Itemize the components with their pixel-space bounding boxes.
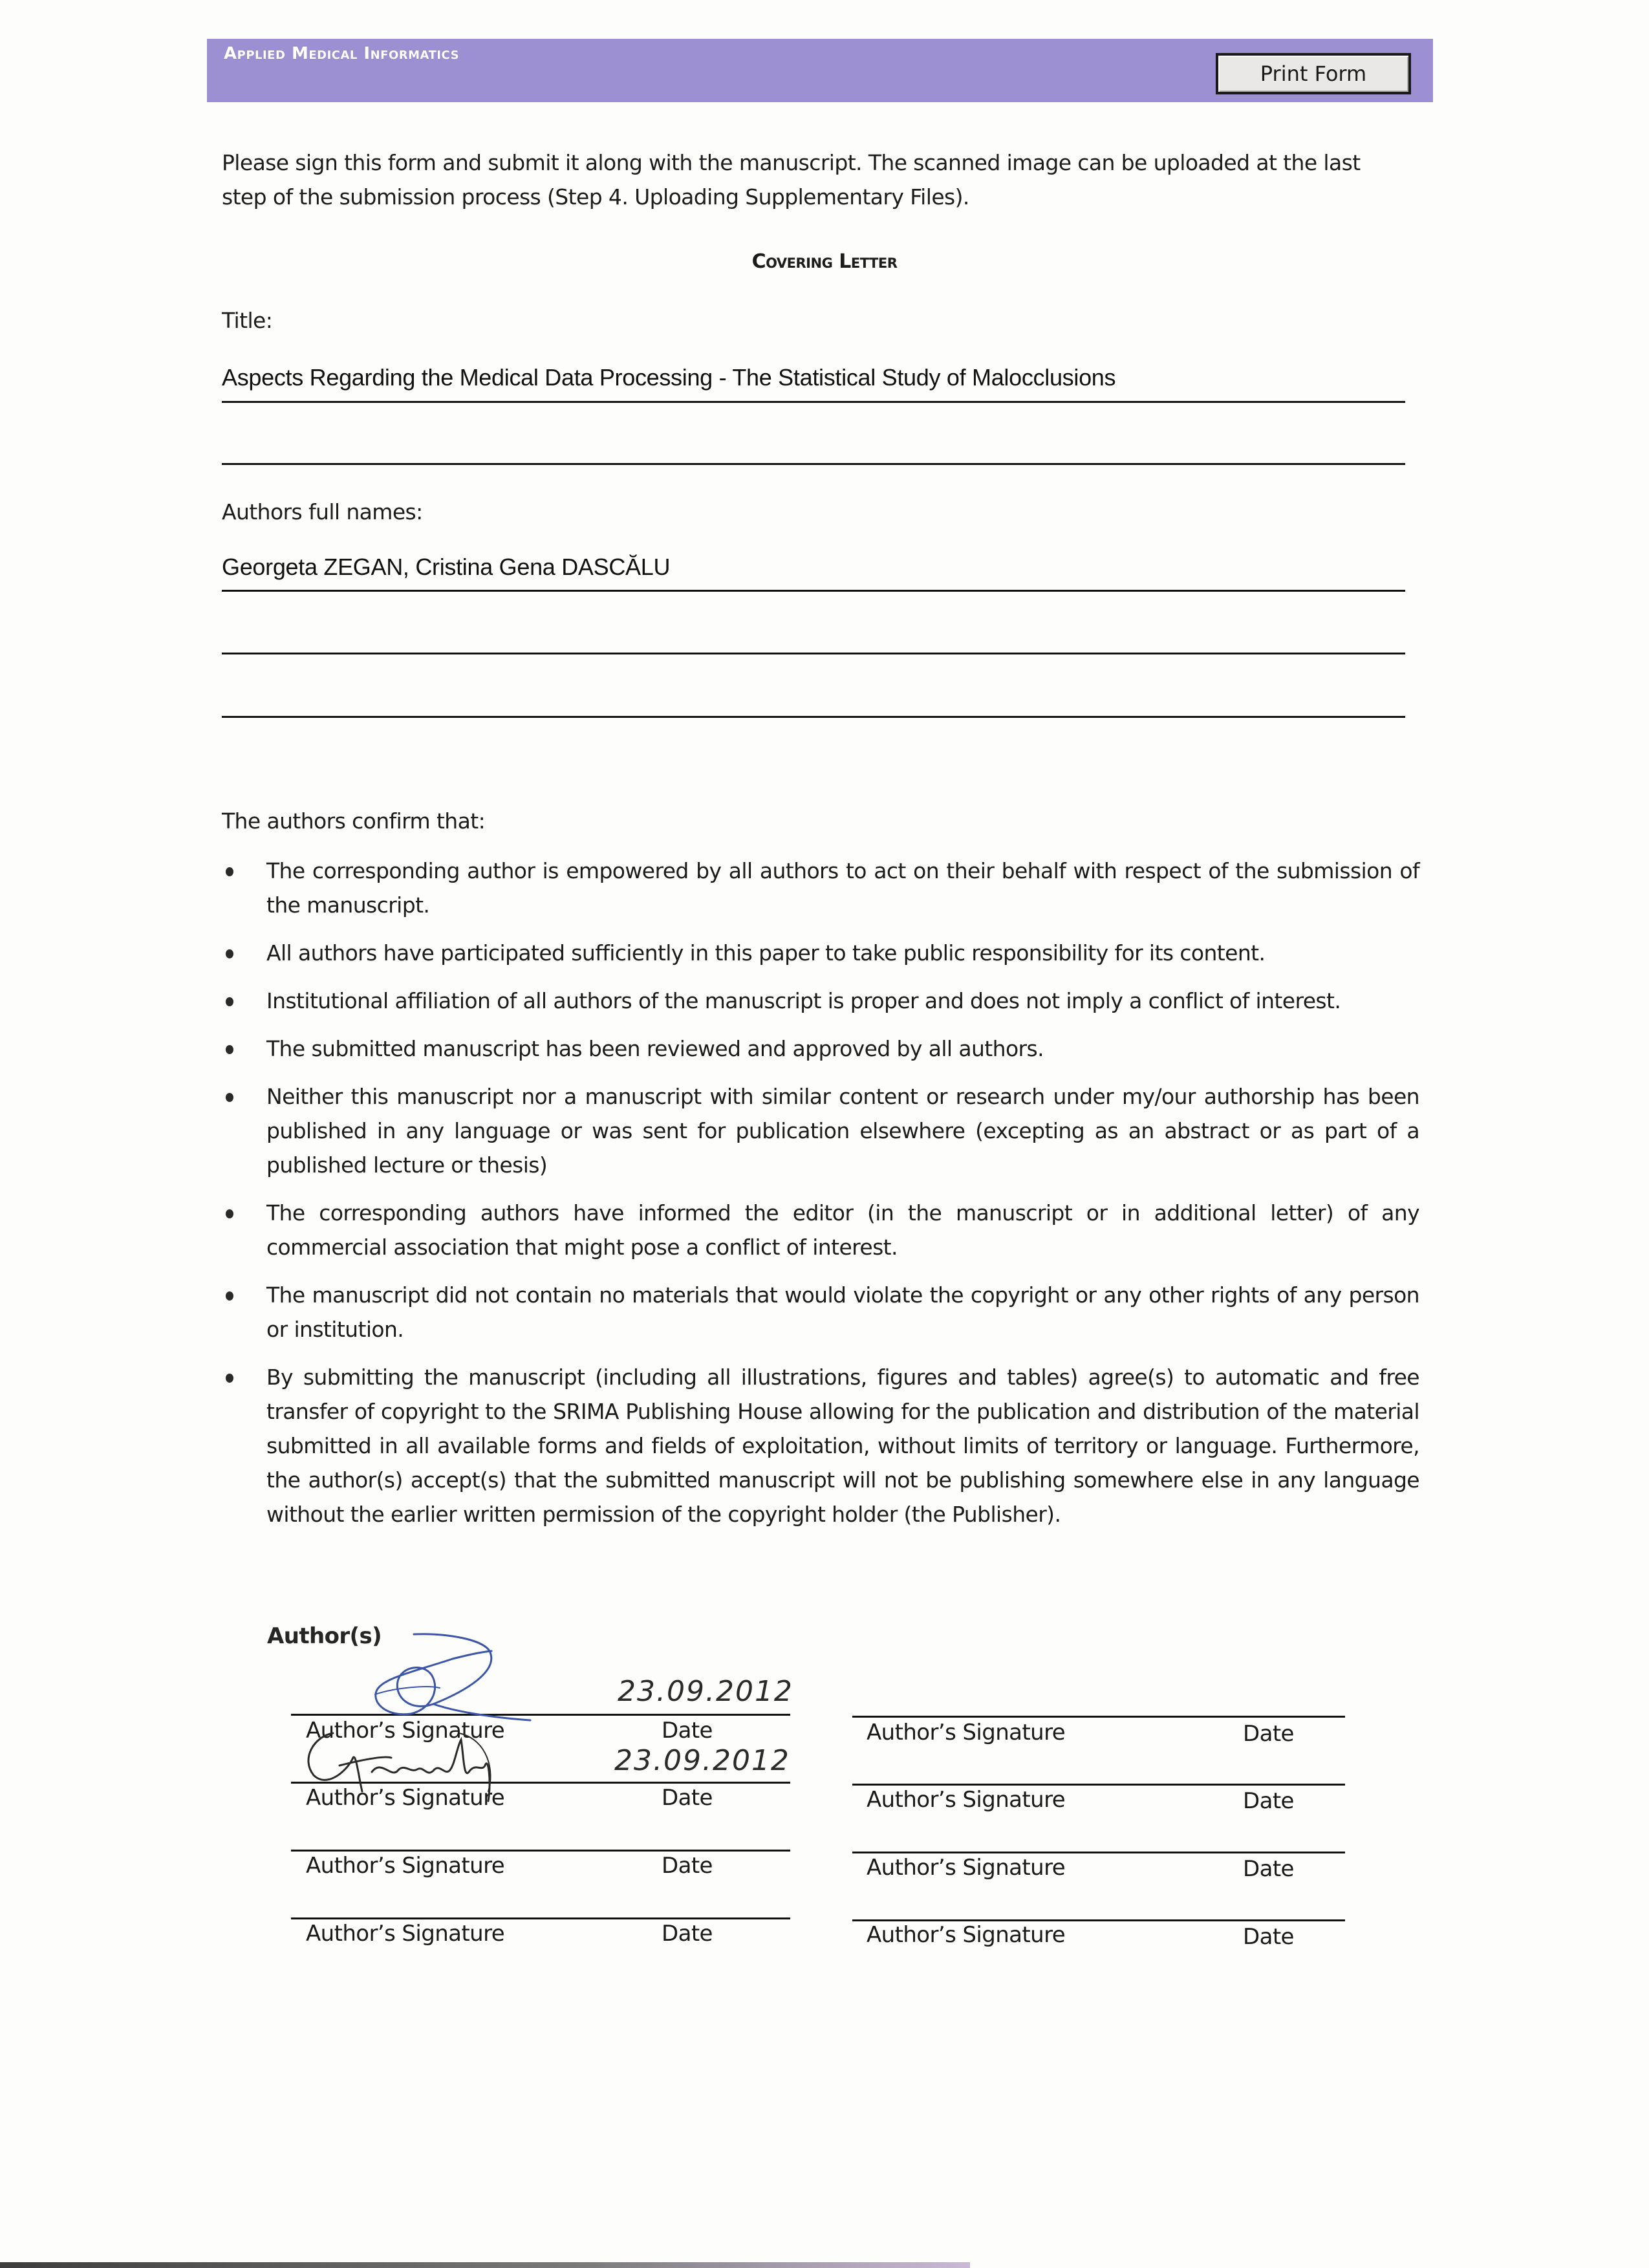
date-label: Date bbox=[662, 1718, 713, 1744]
date-label: Date bbox=[662, 1785, 713, 1811]
bullet-icon bbox=[226, 949, 233, 958]
date-label: Date bbox=[1243, 1924, 1294, 1950]
confirmation-item: The corresponding authors have informed the editor (in the manuscript or in additional letter) of any commercial association that might pose a conflict of interest. bbox=[222, 1196, 1419, 1264]
authors-underline-2[interactable] bbox=[222, 653, 1405, 654]
signature-label: Author’s Signature bbox=[867, 1787, 1066, 1813]
date-label: Date bbox=[662, 1921, 713, 1947]
confirm-intro: The authors confirm that: bbox=[222, 808, 486, 834]
section-title: Covering Letter bbox=[751, 250, 898, 273]
signature-line[interactable] bbox=[291, 1782, 790, 1784]
signature-line[interactable] bbox=[852, 1852, 1345, 1853]
journal-name: Applied Medical Informatics bbox=[224, 44, 460, 63]
title-underline-2[interactable] bbox=[222, 463, 1405, 465]
bullet-icon bbox=[226, 997, 233, 1006]
confirmation-item: Neither this manuscript nor a manuscript with similar content or research under my/our authorship has been published in any language or was sent for publication elsewhere (excepting as an abstract or as part of a published lecture or thesis) bbox=[222, 1079, 1419, 1182]
authors-value[interactable]: Georgeta ZEGAN, Cristina Gena DASCĂLU bbox=[222, 554, 671, 580]
signature-line[interactable] bbox=[291, 1714, 790, 1716]
confirmation-item: The submitted manuscript has been reviewed and approved by all authors. bbox=[222, 1031, 1419, 1066]
confirmation-item: All authors have participated sufficiently in this paper to take public responsibility for its content. bbox=[222, 936, 1419, 970]
date-label: Date bbox=[1243, 1788, 1294, 1814]
confirmation-item: The corresponding author is empowered by all authors to act on their behalf with respect of the submission of the manuscript. bbox=[222, 854, 1419, 922]
journal-header-bar bbox=[207, 39, 1433, 102]
confirmation-list bbox=[222, 854, 1419, 1545]
title-value[interactable]: Aspects Regarding the Medical Data Processing - The Statistical Study of Malocclusions bbox=[222, 364, 1116, 391]
authors-label: Authors full names: bbox=[222, 499, 423, 524]
title-underline-1 bbox=[222, 401, 1405, 403]
date-label: Date bbox=[662, 1853, 713, 1879]
title-label: Title: bbox=[222, 308, 273, 333]
signature-label: Author’s Signature bbox=[306, 1853, 505, 1879]
authors-signature-heading: Author(s) bbox=[267, 1623, 382, 1649]
date-label: Date bbox=[1243, 1721, 1294, 1747]
signature-label: Author’s Signature bbox=[306, 1785, 505, 1811]
bullet-icon bbox=[226, 1291, 233, 1301]
signature-label: Author’s Signature bbox=[867, 1720, 1066, 1745]
signature-label: Author’s Signature bbox=[306, 1718, 505, 1744]
confirmation-item: Institutional affiliation of all authors of the manuscript is proper and does not imply a conflict of interest. bbox=[222, 984, 1419, 1018]
scan-edge-artifact bbox=[0, 2262, 970, 2268]
handwritten-date: 23.09.2012 bbox=[614, 1744, 790, 1777]
signature-line[interactable] bbox=[291, 1917, 790, 1919]
signature-line[interactable] bbox=[852, 1919, 1345, 1921]
confirmation-item: By submitting the manuscript (including all illustrations, figures and tables) agree(s) to automatic and free transfer of copyright to the SRIMA Publishing House allowing for the publication and distribution of the material submitted in all available forms and fields of exploitation, without limits of territory or language. Furthermore, the author(s) accept(s) that the submitted manuscript will not be publishing somewhere else in any language without the earlier written permission of the copyright holder (the Publisher). bbox=[222, 1360, 1419, 1531]
authors-underline-3[interactable] bbox=[222, 716, 1405, 718]
bullet-icon bbox=[226, 867, 233, 876]
bullet-icon bbox=[226, 1045, 233, 1054]
signature-label: Author’s Signature bbox=[867, 1855, 1066, 1881]
signature-label: Author’s Signature bbox=[306, 1921, 505, 1947]
print-form-button[interactable]: Print Form bbox=[1216, 53, 1411, 94]
date-label: Date bbox=[1243, 1856, 1294, 1882]
signature-line[interactable] bbox=[291, 1850, 790, 1852]
signature-line[interactable] bbox=[852, 1784, 1345, 1786]
bullet-icon bbox=[226, 1209, 233, 1218]
signature-line[interactable] bbox=[852, 1716, 1345, 1718]
authors-underline-1 bbox=[222, 590, 1405, 592]
confirmation-item: The manuscript did not contain no materials that would violate the copyright or any other rights of any person or institution. bbox=[222, 1278, 1419, 1346]
handwritten-date: 23.09.2012 bbox=[618, 1675, 793, 1708]
bullet-icon bbox=[226, 1093, 233, 1102]
intro-instructions: Please sign this form and submit it along with the manuscript. The scanned image can be uploaded at the last step of the submission process (Step 4. Uploading Supplementary Files). bbox=[222, 150, 1361, 210]
bullet-icon bbox=[226, 1374, 233, 1383]
signature-label: Author’s Signature bbox=[867, 1922, 1066, 1948]
